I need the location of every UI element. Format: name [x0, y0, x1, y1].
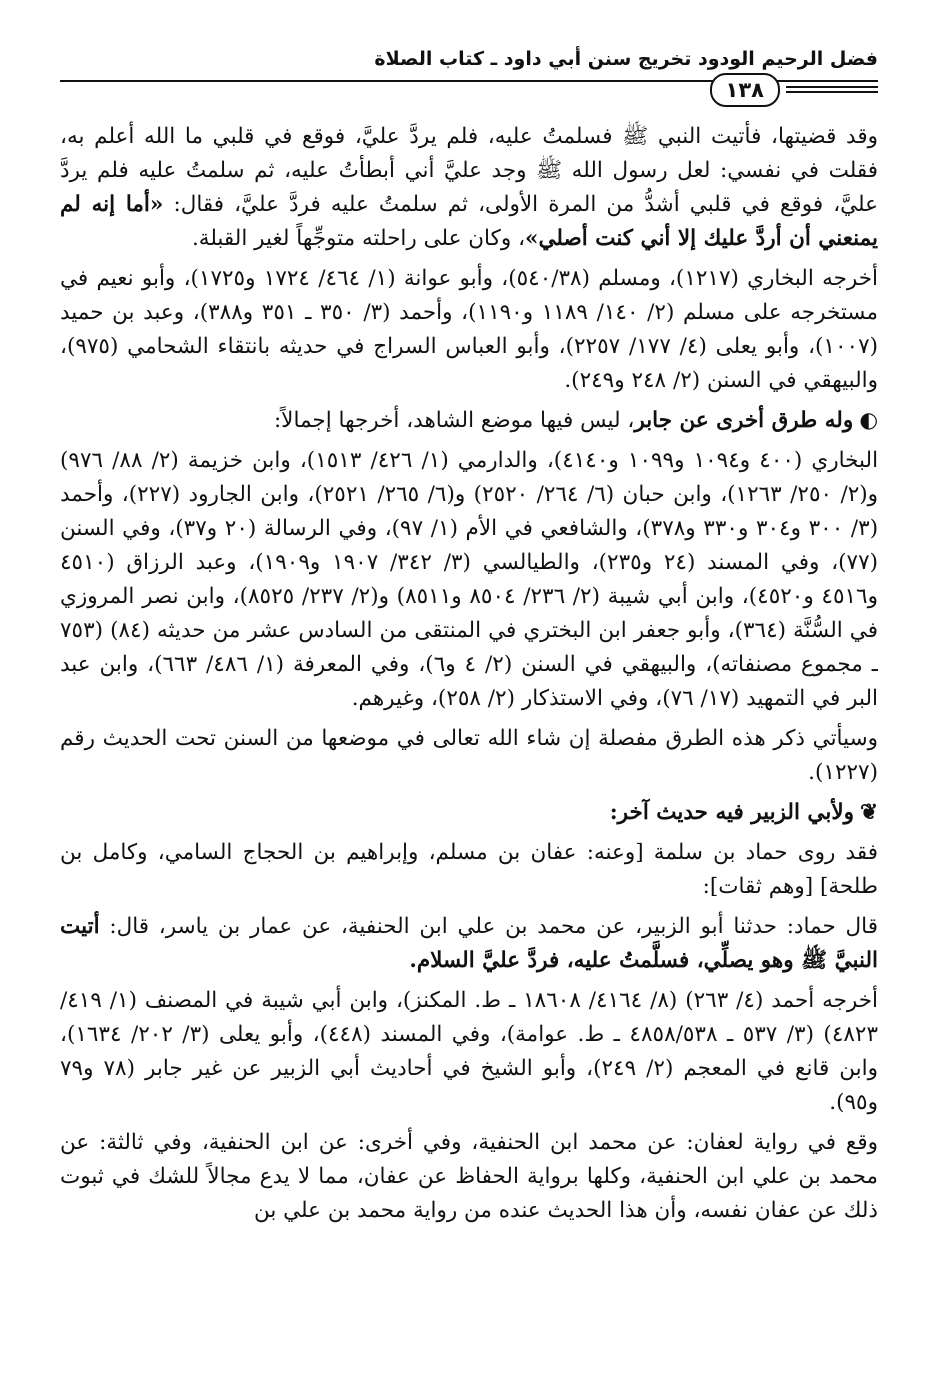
paragraph-crossref: وسيأتي ذكر هذه الطرق مفصلة إن شاء الله تعالى في موضعها من السنن تحت الحديث رقم (١٢٢٧).	[60, 726, 878, 785]
other-routes-rest: ، ليس فيها موضع الشاهد، أخرجها إجمالاً:	[273, 408, 635, 433]
paragraph-other-routes	[60, 404, 878, 438]
section-marker-icon: ◐	[859, 408, 878, 433]
paragraph-discussion: وقع في رواية لعفان: عن محمد ابن الحنفية، وفي أخرى: عن ابن الحنفية، وفي ثالثة: عن محمد بن علي ابن الحنفية، وكلها برواية الحفاظ عن عفان، مما لا يدع مجالاً للشك في ثبوت ذلك عن عفان نفسه، وأن هذا الحديث عنده من رواية محمد بن علي بن	[60, 1130, 878, 1223]
running-head: فضل الرحيم الودود تخريج سنن أبي داود ـ كتاب الصلاة	[374, 48, 878, 70]
leaf-ornament-icon: ❦	[859, 800, 878, 825]
section-heading	[60, 796, 878, 830]
paragraph-takhrij-2: البخاري (٤٠٠ و١٠٩٤ و١٠٩٩ و٤١٤٠)، والدارمي (١/ ٤٢٦/ ١٥١٣)، وابن خزيمة (٢/ ٨٨/ ٩٧٦) و(٢/ ٢٥٠/ ١٢٦٣)، وابن حبان (٦/ ٢٦٤/ ٢٥٢٠) و(٦/ ٢٦٥/ ٢٥٢١)، وابن الجارود (٢٢٧)، وأحمد (٣/ ٣٠٠ و٣٠٤ و٣٣٠ و٣٧٨)، والشافعي في الأم (١/ ٩٧)، وفي الرسالة (٢٠ و٣٧)، وفي السنن (٧٧)، وفي المسند (٢٤ و٢٣٥)، والطيالسي (٣/ ٣٤٢/ ١٩٠٧ و١٩٠٩)، وعبد الرزاق (٤٥١٠ و٤٥١٦ و٤٥٢٠)، وابن أبي شيبة (٢/ ٢٣٦/ ٨٥٠٤ و٨٥١١) و(٢/ ٢٣٧/ ٨٥٢٥)، وابن نصر المروزي في السُّنَّة (٣٦٤)، وأبو جعفر ابن البختري في المنتقى من السادس عشر من حديثه (٨٤) (٧٥٣ ـ مجموع مصنفاته)، والبيهقي في السنن (٢/ ٤ و٦)، وفي المعرفة (١/ ٤٨٦/ ٦٦٣)، وابن عبد البر في التمهيد (١٧/ ٧٦)، وفي الاستذكار (٢/ ٢٥٨)، وغيرهم.	[60, 448, 878, 711]
page-body	[60, 120, 878, 1388]
paragraph-hadith-text	[60, 120, 878, 256]
section-heading-text: ولأبي الزبير فيه حديث آخر:	[609, 800, 854, 825]
hadith-text-part2: ، وكان على راحلته متوجِّهاً لغير القبلة.	[191, 226, 526, 251]
matn-text: أتيت النبيَّ ﷺ وهو يصلِّي، فسلَّمتُ عليه، فردَّ عليَّ السلام.	[60, 914, 878, 973]
other-routes-heading: وله طرق أخرى عن جابر	[634, 408, 854, 433]
page-number: ١٣٨	[710, 73, 780, 107]
isnad-text: قال حماد: حدثنا أبو الزبير، عن محمد بن علي ابن الحنفية، عن عمار بن ياسر، قال:	[99, 914, 878, 939]
folio-row	[60, 70, 878, 108]
hadith-quote: «أما إنه لم يمنعني أن أردَّ عليك إلا أني كنت أصلي»	[60, 192, 878, 251]
folio-double-rule	[786, 86, 878, 93]
hadith-text-part1: وقد قضيتها، فأتيت النبي ﷺ فسلمتُ عليه، فلم يردَّ عليَّ، فوقع في قلبي ما الله أعلم به، فقلت في نفسي: لعل رسول الله ﷺ وجد عليَّ أني أبطأتُ عليه، ثم سلمتُ عليه فلم يردَّ عليَّ، فوقع في قلبي أشدُّ من المرة الأولى، ثم سلمتُ عليه فردَّ عليَّ، فقال:	[60, 124, 878, 217]
paragraph-isnad	[60, 910, 878, 978]
paragraph-takhrij-3: أخرجه أحمد (٤/ ٢٦٣) (٨/ ٤١٦٤/ ١٨٦٠٨ ـ ط. المكنز)، وابن أبي شيبة في المصنف (١/ ٤١٩/ ٤٨٢٣) (٣/ ٥٣٧ ـ ٤٨٥٨/٥٣٨ ـ ط. عوامة)، وفي المسند (٤٤٨)، وأبو يعلى (٣/ ٢٠٢/ ١٦٣٤)، وابن قانع في المعجم (٢/ ٢٤٩)، وأبو الشيخ في أحاديث أبي الزبير عن غير جابر (٧٨ و٧٩ و٩٥).	[60, 988, 878, 1115]
paragraph-narrators: فقد روى حماد بن سلمة [وعنه: عفان بن مسلم، وإبراهيم بن الحجاج السامي، وكامل بن طلحة] [وهم ثقات]:	[60, 840, 878, 899]
paragraph-takhrij-1: أخرجه البخاري (١٢١٧)، ومسلم (٥٤٠/٣٨)، وأبو عوانة (١/ ٤٦٤/ ١٧٢٤ و١٧٢٥)، وأبو نعيم في مستخرجه على مسلم (٢/ ١٤٠/ ١١٨٩ و١١٩٠)، وأحمد (٣/ ٣٥٠ ـ ٣٥١ و٣٨٨)، وعبد بن حميد (١٠٠٧)، وأبو يعلى (٤/ ١٧٧/ ٢٢٥٧)، وأبو العباس السراج في حديثه بانتقاء الشحامي (٩٧٥)، والبيهقي في السنن (٢/ ٢٤٨ و٢٤٩).	[60, 266, 878, 393]
